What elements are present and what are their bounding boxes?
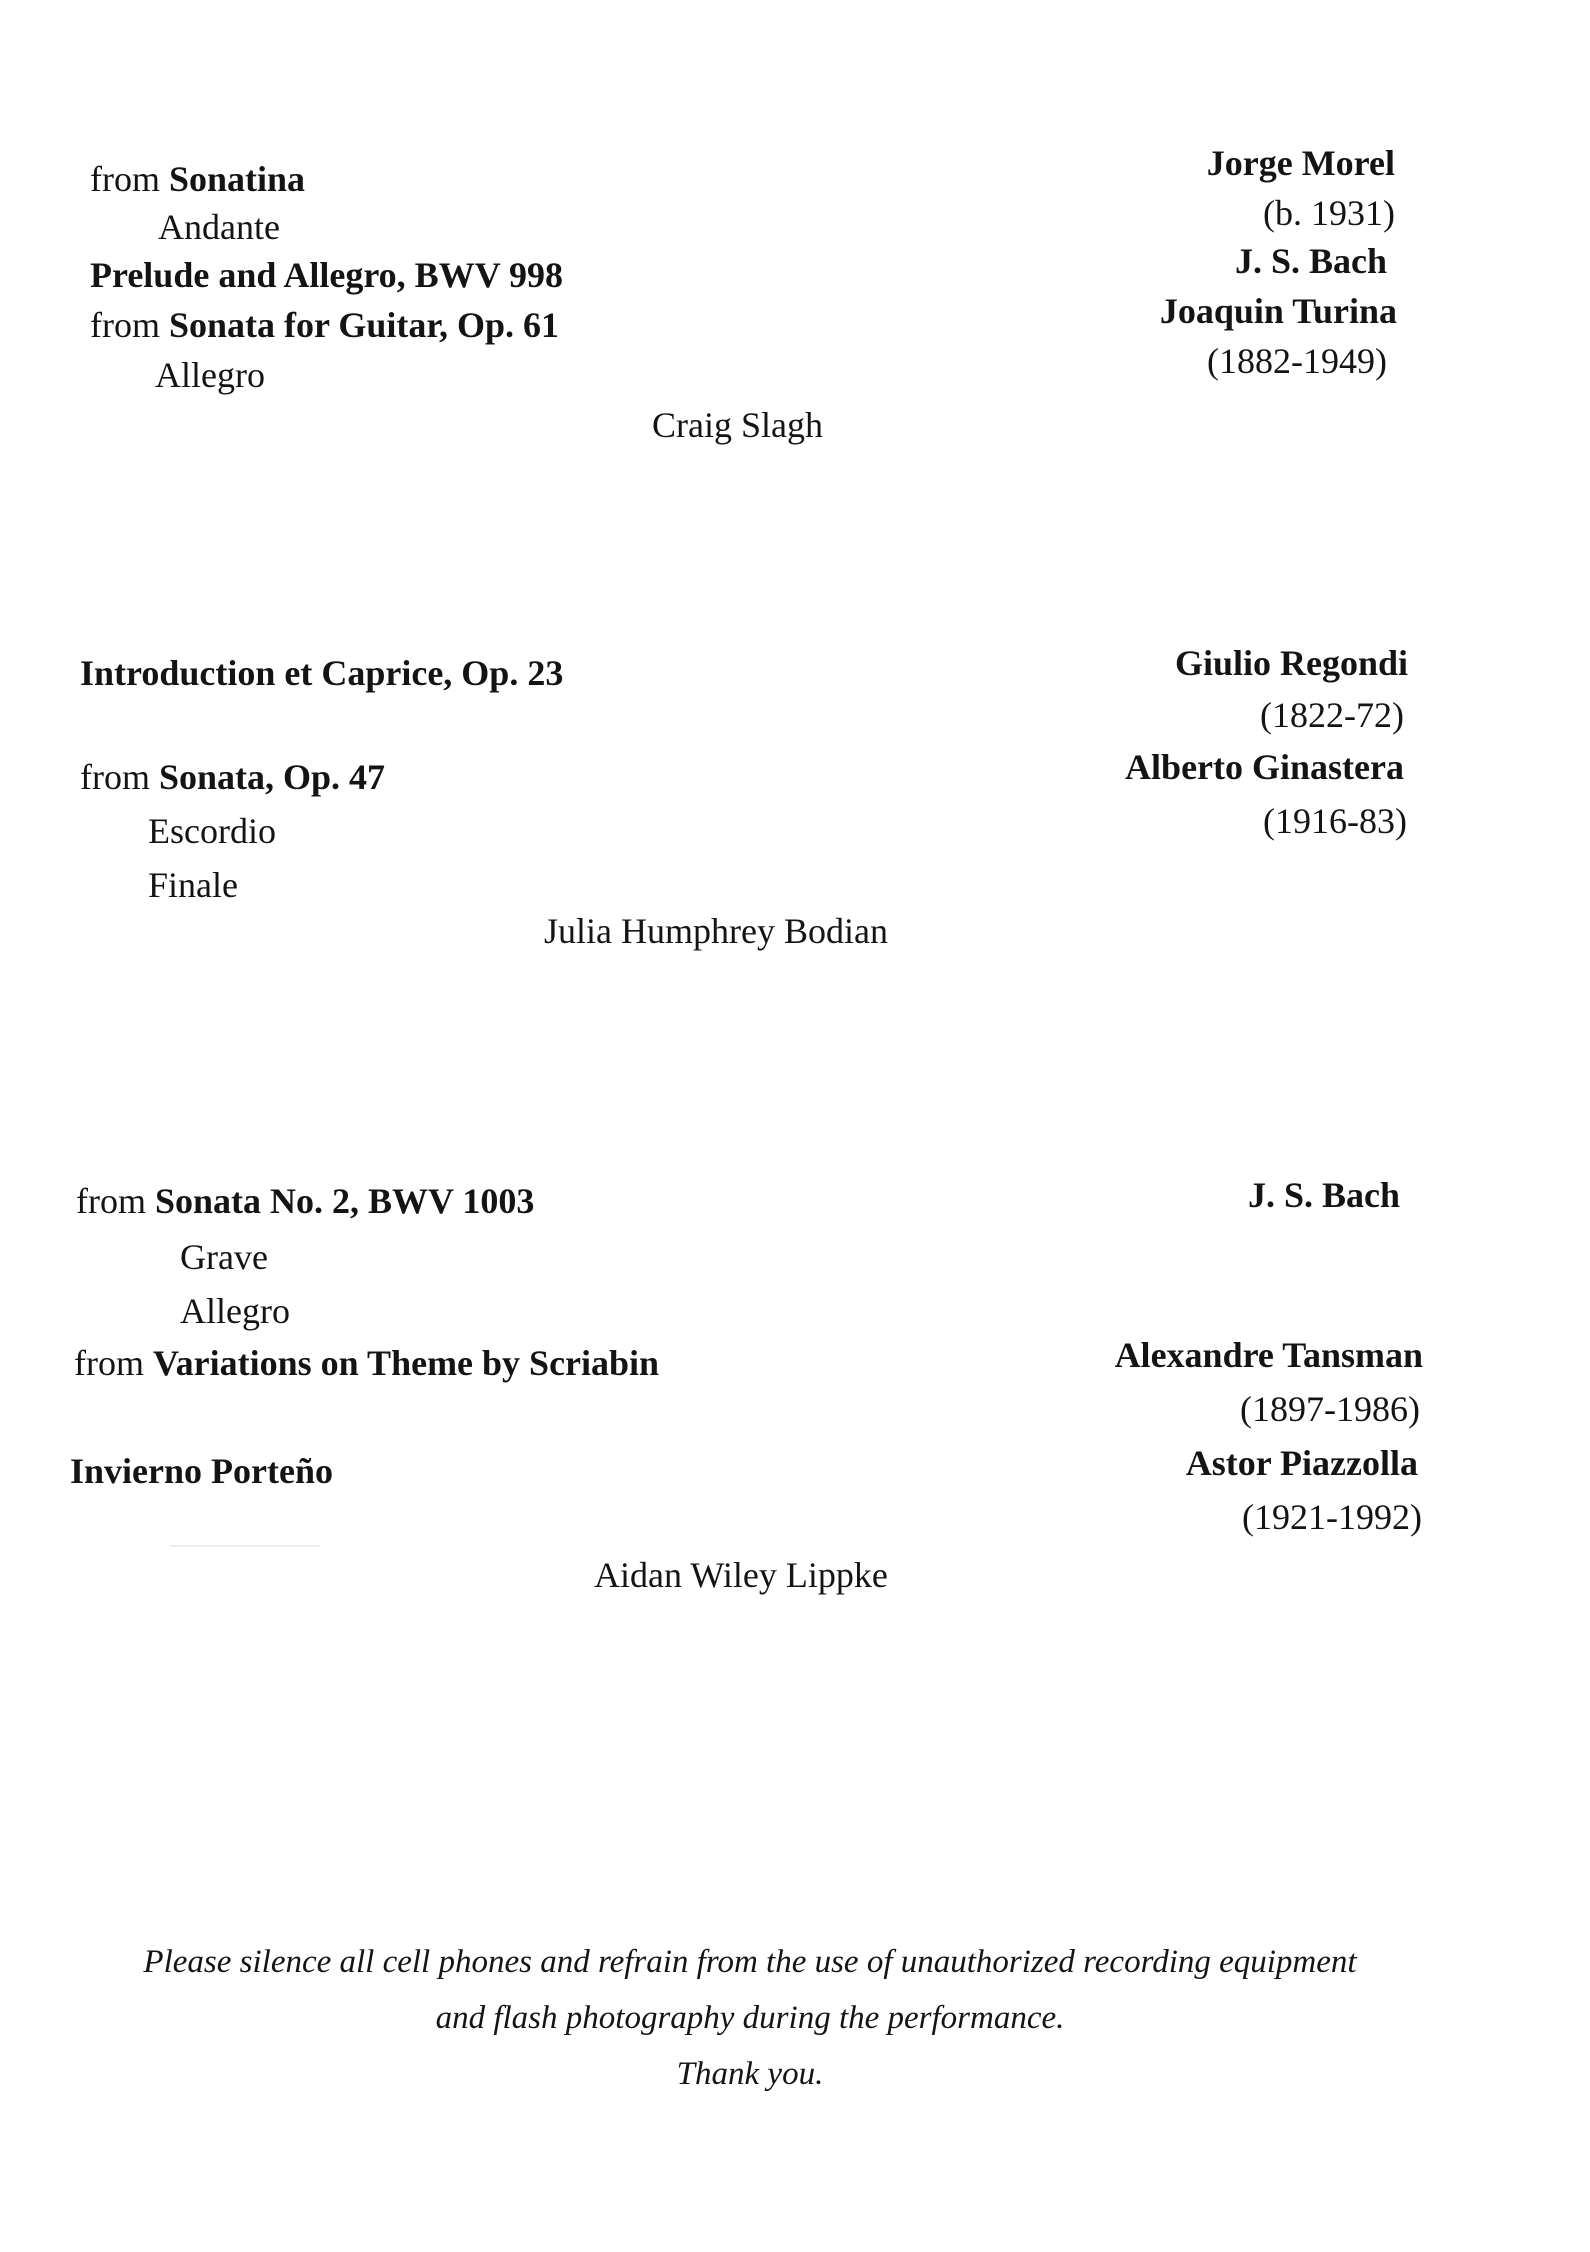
composer-dates: (1916-83) (1263, 801, 1407, 841)
movement: Finale (148, 865, 238, 905)
notice-line-2: and flash photography during the performance. (435, 2000, 1065, 2036)
movement: Allegro (155, 355, 265, 395)
composer-name: Jorge Morel (1206, 143, 1395, 183)
piece-title-line: from Sonata, Op. 47 (80, 757, 386, 797)
composer-name: Astor Piazzolla (1185, 1443, 1418, 1483)
piece-title-line: Invierno Porteño (70, 1451, 333, 1491)
composer-name: J. S. Bach (1234, 241, 1387, 281)
movement: Escordio (148, 811, 276, 851)
composer-name: J. S. Bach (1247, 1175, 1400, 1215)
scan-mark (170, 1545, 320, 1547)
piece-title-line: Prelude and Allegro, BWV 998 (90, 255, 564, 295)
piece-title-line: Introduction et Caprice, Op. 23 (80, 653, 564, 693)
notice-line-1: Please silence all cell phones and refrain from the use of unauthorized recording equipment (143, 1944, 1357, 1980)
composer-name: Giulio Regondi (1174, 643, 1408, 683)
piece-title-line: from Sonatina (90, 159, 306, 199)
composer-dates: (b. 1931) (1263, 193, 1395, 233)
notice-line-3: Thank you. (676, 2056, 824, 2092)
composer-dates: (1882-1949) (1207, 341, 1387, 381)
composer-name: Alexandre Tansman (1114, 1335, 1423, 1375)
composer-name: Alberto Ginastera (1125, 747, 1404, 787)
performer-name: Aidan Wiley Lippke (594, 1555, 888, 1595)
composer-dates: (1822-72) (1260, 695, 1404, 735)
performer-name: Craig Slagh (652, 405, 823, 445)
piece-title-line: from Sonata No. 2, BWV 1003 (76, 1181, 535, 1221)
composer-name: Joaquin Turina (1159, 291, 1397, 331)
composer-dates: (1921-1992) (1242, 1497, 1422, 1537)
movement: Grave (180, 1237, 268, 1277)
composer-dates: (1897-1986) (1240, 1389, 1420, 1429)
performer-name: Julia Humphrey Bodian (544, 911, 888, 951)
movement: Andante (158, 207, 280, 247)
movement: Allegro (180, 1291, 290, 1331)
piece-title-line: from Variations on Theme by Scriabin (74, 1343, 660, 1383)
piece-title-line: from Sonata for Guitar, Op. 61 (90, 305, 560, 345)
